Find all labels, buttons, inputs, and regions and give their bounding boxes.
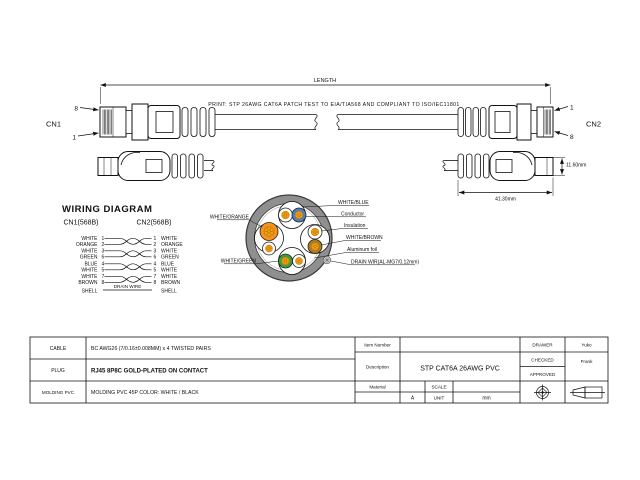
side-view-right-plug bbox=[443, 152, 553, 181]
pin-number-left: 8 bbox=[101, 280, 105, 286]
cn2-plug-latch bbox=[517, 104, 531, 140]
wiring-diagram-title: WIRING DIAGRAM bbox=[62, 204, 153, 215]
pin-number-left: 3 bbox=[101, 248, 105, 255]
shell-label-left: SHELL bbox=[81, 288, 98, 295]
pin-number-right: 7 bbox=[153, 274, 157, 280]
conductor-callout: Conductor bbox=[341, 211, 365, 218]
cn2-plug bbox=[458, 104, 553, 140]
cn1-pin1-label: 1 bbox=[72, 134, 76, 142]
drain-wire-callout: DRAIN WIR(AL-MG7/0.12mm) bbox=[351, 259, 420, 266]
description-value: STP CAT6A 26AWG PVC bbox=[420, 365, 500, 373]
cn1-strain-relief bbox=[182, 108, 215, 137]
cn1-pin8-label: 8 bbox=[74, 105, 78, 113]
unit-value: mm bbox=[482, 395, 491, 402]
wire-color-right: WHITE bbox=[161, 236, 178, 242]
wire-color-right: GREEN bbox=[161, 254, 179, 261]
pin-number-right: 2 bbox=[153, 242, 157, 248]
pin-number-right: 6 bbox=[153, 254, 157, 261]
description-label: Description bbox=[366, 364, 389, 370]
drawer-label: DRAWER bbox=[532, 342, 553, 348]
pin-number-right: 3 bbox=[153, 248, 157, 255]
pin-number-left: 6 bbox=[101, 254, 105, 261]
cn2-pin8-label: 8 bbox=[570, 134, 574, 141]
checked-value: Frank bbox=[580, 359, 593, 364]
molding-row-label: MOLDING PVC bbox=[41, 390, 75, 395]
wire-color-right: WHITE bbox=[161, 267, 178, 274]
wire-color-left: WHITE bbox=[81, 267, 98, 274]
twisted-pair-glyph-36 bbox=[105, 251, 152, 257]
cn2-label: CN2 bbox=[586, 119, 602, 129]
rev-value: A bbox=[410, 395, 415, 402]
white-green-callout: WHITE/GREEN bbox=[220, 258, 256, 265]
insulation-callout: Insulation bbox=[344, 223, 366, 229]
drain-wire-label: DRAIN WIRE bbox=[113, 284, 142, 289]
cn1-label: CN1 bbox=[46, 119, 62, 129]
pair-white-brown bbox=[301, 225, 330, 254]
scale-label: SCALE bbox=[431, 384, 447, 390]
cn1-plug bbox=[100, 104, 215, 140]
wire-color-right: BLUE bbox=[161, 261, 175, 268]
wire-color-right: WHITE bbox=[161, 248, 178, 255]
length-label: LENGTH bbox=[313, 78, 337, 84]
cable-row-value: BC AWG26 (7/0.16±0.008MM) x 4 TWISTED PAIRS bbox=[91, 346, 211, 352]
side-view-left-plug bbox=[98, 152, 214, 181]
item-number-label: Item Number bbox=[364, 342, 391, 348]
pin-number-left: 2 bbox=[101, 242, 105, 248]
wire-color-right: BROWN bbox=[161, 280, 181, 286]
drain-wire bbox=[323, 256, 331, 264]
wire-color-left: BLUE bbox=[84, 261, 98, 268]
plug-height-dimension bbox=[553, 158, 586, 176]
pair-white-blue bbox=[279, 202, 307, 229]
plug-length-dimension bbox=[458, 178, 553, 203]
pin-number-right: 1 bbox=[153, 236, 157, 242]
plug-row-value: RJ45 8P8C GOLD-PLATED ON CONTACT bbox=[91, 368, 208, 375]
pin-number-right: 8 bbox=[153, 280, 157, 286]
drawer-value: Yuko bbox=[581, 342, 592, 348]
aluminum-foil-callout: Aluminum foil bbox=[347, 247, 378, 253]
pin-number-right: 5 bbox=[153, 267, 157, 274]
cn2-pin1-label: 1 bbox=[570, 104, 574, 112]
cone-view-symbol-icon bbox=[570, 387, 605, 398]
twisted-pair-glyph-12 bbox=[105, 238, 152, 244]
approved-label: APPROVED bbox=[529, 372, 556, 377]
wire-color-right: WHITE bbox=[161, 274, 178, 280]
white-blue-callout: WHITE/BLUE bbox=[338, 200, 369, 206]
molding-row-value: MOLDING PVC 45P COLOR: WHITE / BLACK bbox=[91, 390, 199, 396]
cn2-header: CN2(568B) bbox=[136, 219, 172, 227]
cable-row-label: CABLE bbox=[49, 346, 67, 352]
wire-color-left: WHITE bbox=[81, 236, 98, 242]
wire-color-left: WHITE bbox=[81, 248, 98, 255]
cn1-header: CN1(568B) bbox=[63, 219, 99, 227]
wire-color-left: GREEN bbox=[79, 254, 98, 261]
twisted-pair-glyph-45 bbox=[105, 264, 152, 270]
pair-white-green bbox=[279, 248, 306, 275]
unit-label: UNIT bbox=[433, 395, 445, 401]
plug-length-value: 41.30mm bbox=[495, 196, 516, 203]
cn2-strain-relief bbox=[458, 108, 486, 137]
cn1-plug-latch bbox=[132, 104, 148, 140]
checked-label: CHECKED bbox=[531, 357, 554, 363]
projection-symbol-icon bbox=[534, 385, 551, 401]
wire-color-left: WHITE bbox=[81, 274, 98, 280]
pin-number-right: 4 bbox=[153, 261, 157, 268]
shell-label-right: SHELL bbox=[161, 288, 177, 295]
material-label: Material bbox=[369, 384, 386, 390]
cable-cross-section bbox=[210, 195, 420, 281]
wiring-diagram bbox=[62, 204, 183, 295]
pin-number-left: 7 bbox=[101, 274, 105, 280]
pin-number-left: 1 bbox=[101, 236, 105, 242]
pin-number-left: 5 bbox=[101, 267, 105, 274]
white-brown-callout: WHITE/BROWN bbox=[346, 235, 383, 241]
cable-run bbox=[215, 115, 458, 130]
side-view bbox=[98, 152, 586, 203]
plug-row-label: PLUG bbox=[51, 368, 65, 374]
top-view bbox=[46, 78, 601, 142]
cable-print-legend: PRINT: STP 26AWG CAT6A PATCH TEST TO EIA/TIA568 AND COMPLIANT TO ISO/IEC11801 bbox=[208, 102, 460, 108]
white-orange-callout: WHITE/ORANGE bbox=[209, 214, 249, 221]
pin-number-left: 4 bbox=[101, 261, 105, 268]
plug-height-value: 11.60mm bbox=[566, 162, 587, 169]
title-block bbox=[30, 337, 608, 403]
twisted-pair-glyph-78 bbox=[105, 276, 152, 282]
wire-color-left: BROWN bbox=[78, 280, 98, 286]
wire-color-left: ORANGE bbox=[75, 242, 98, 248]
wire-color-right: ORANGE bbox=[161, 242, 183, 248]
